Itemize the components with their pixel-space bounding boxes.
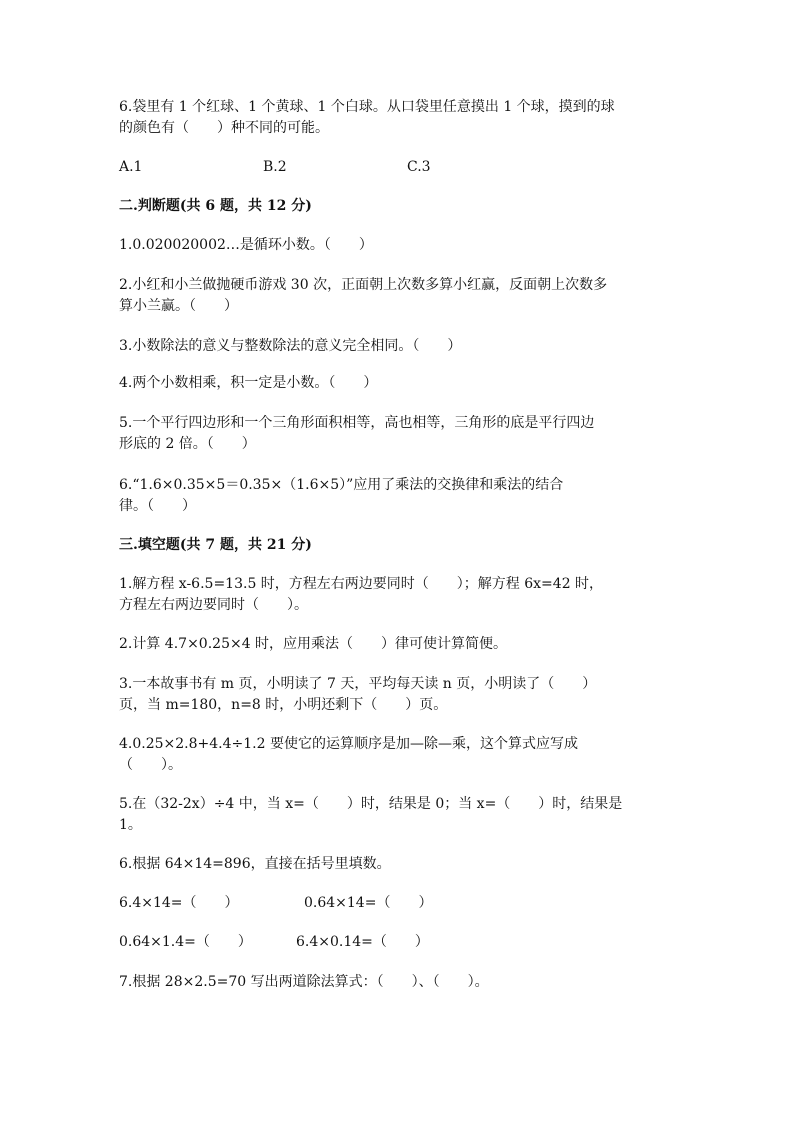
tf-item-3: 3.小数除法的意义与整数除法的意义完全相同。（ ）: [119, 338, 462, 354]
tf-item-1: 1.0.020020002…是循环小数。（ ）: [119, 237, 373, 253]
fill-item-5-line2: 1。: [119, 817, 142, 833]
fill-item-6: 6.根据 64×14=896，直接在括号里填数。: [119, 856, 391, 872]
tf-item-5-line2: 形底的 2 倍。（ ）: [119, 436, 256, 452]
q6-option-a: A.1: [119, 159, 143, 175]
q6-option-b: B.2: [263, 159, 287, 175]
fill-item-4-line2: （ ）。: [119, 757, 182, 773]
section3-heading: 三.填空题(共 7 题，共 21 分): [119, 537, 312, 553]
fill-item-1-line1: 1.解方程 x-6.5=13.5 时，方程左右两边要同时（ ）；解方程 6x=42 时，: [119, 576, 604, 592]
fill-item-5-line1: 5.在（32-2x）÷4 中，当 x=（ ）时，结果是 0；当 x=（ ）时，结果是: [119, 796, 623, 812]
tf-item-4: 4.两个小数相乘，积一定是小数。（ ）: [119, 375, 378, 391]
fill-item-6-blank-c: 0.64×1.4=（ ）: [119, 934, 252, 950]
fill-item-1-line2: 方程左右两边要同时（ ）。: [119, 597, 308, 613]
fill-item-6-blank-d: 6.4×0.14=（ ）: [296, 934, 429, 950]
tf-item-2-line1: 2.小红和小兰做抛硬币游戏 30 次，正面朝上次数多算小红赢，反面朝上次数多: [119, 277, 608, 293]
q6-text-line1: 6.袋里有 1 个红球、1 个黄球、1 个白球。从口袋里任意摸出 1 个球，摸到的球: [119, 99, 615, 115]
section2-heading: 二.判断题(共 6 题，共 12 分): [119, 198, 312, 214]
q6-text-line2: 的颜色有（ ）种不同的可能。: [119, 120, 329, 136]
tf-item-2-line2: 算小兰赢。（ ）: [119, 298, 238, 314]
fill-item-4-line1: 4.0.25×2.8+4.4÷1.2 要使它的运算顺序是加—除—乘，这个算式应写成: [119, 736, 578, 752]
tf-item-6-line2: 律。（ ）: [119, 498, 196, 514]
q6-option-c: C.3: [407, 159, 431, 175]
fill-item-6-blank-b: 0.64×14=（ ）: [304, 895, 433, 911]
fill-item-6-blank-a: 6.4×14=（ ）: [119, 895, 239, 911]
fill-item-3-line1: 3.一本故事书有 m 页，小明读了 7 天，平均每天读 n 页，小明读了（ ）: [119, 676, 597, 692]
tf-item-6-line1: 6.“1.6×0.35×5＝0.35×（1.6×5）”应用了乘法的交换律和乘法的结合: [119, 477, 564, 493]
fill-item-3-line2: 页，当 m=180，n=8 时，小明还剩下（ ）页。: [119, 697, 448, 713]
fill-item-7: 7.根据 28×2.5=70 写出两道除法算式：（ ）、（ ）。: [119, 974, 489, 990]
tf-item-5-line1: 5.一个平行四边形和一个三角形面积相等，高也相等，三角形的底是平行四边: [119, 415, 595, 431]
fill-item-2: 2.计算 4.7×0.25×4 时，应用乘法（ ）律可使计算简便。: [119, 636, 508, 652]
